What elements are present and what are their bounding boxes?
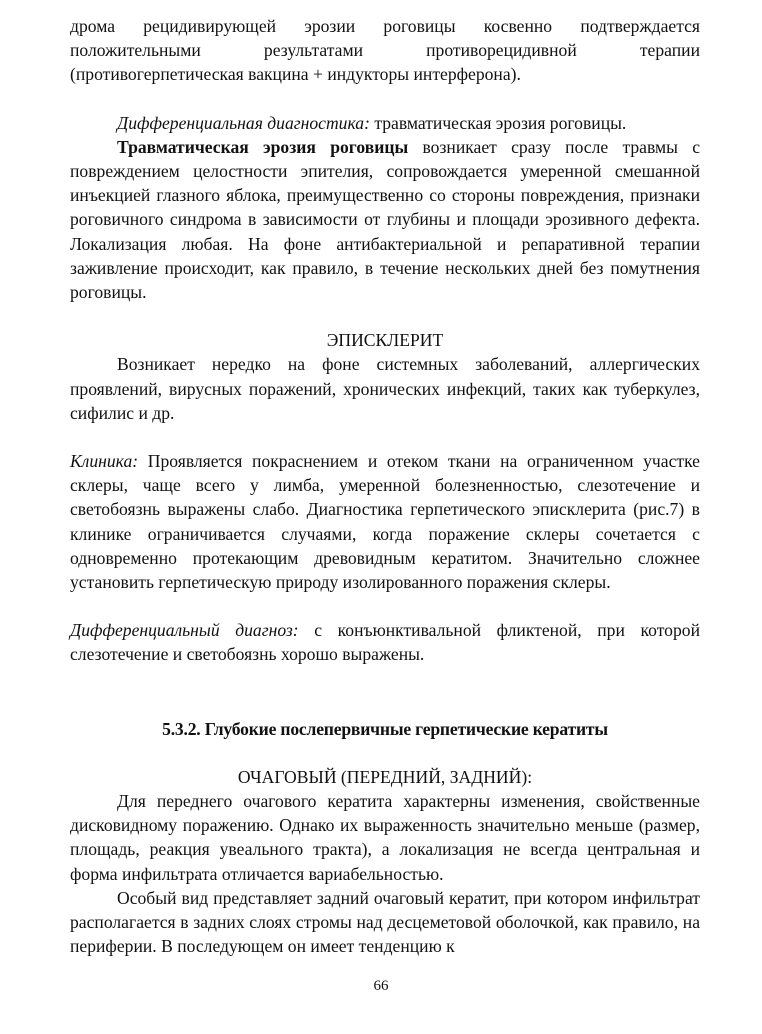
clinic-text: Проявляется покраснением и отеком ткани на ограниченном участке склеры, чаще всего у лимба, умеренной болезненностью, слезотечение и светобоязнь выражены слабо. Диагностика герпетического эписклерита (рис.7) в клинике ограничивается случаями, когда поражение склеры сочетается с одновременно протекающим древовидным кератитом. Значительно сложнее установить герпетическую природу изолированного поражения склеры. xyxy=(70,451,700,593)
paragraph-differential-2 xyxy=(70,618,700,666)
spacer xyxy=(70,594,700,618)
page-content xyxy=(70,14,700,959)
paragraph-traumatic-erosion xyxy=(70,135,700,304)
paragraph-differential-1 xyxy=(70,111,700,135)
paragraph-focal-2: Особый вид представляет задний очаговый кератит, при котором инфильтрат располагается в задних слоях стромы над десцеметовой оболочкой, как правило, на периферии. В последующем он имеет тенденцию к xyxy=(70,887,700,957)
episcleritis-heading: ЭПИСКЛЕРИТ xyxy=(326,330,444,351)
spacer xyxy=(70,667,700,717)
paragraph-focal-1: Для переднего очагового кератита характерны изменения, свойственные дисковидному поражению. Однако их выраженность значительно меньше (размер, площадь, реакция увеального тракта), а локализация не всегда центральная и форма инфильтрата отличается вариабельностью. xyxy=(70,791,700,884)
page-number: 66 xyxy=(373,978,389,994)
paragraph-clinic xyxy=(70,449,700,594)
spacer xyxy=(70,87,700,111)
differential-2-label: Дифференциальный диагноз: xyxy=(70,620,299,641)
spacer xyxy=(70,741,700,765)
traumatic-erosion-text: возникает сразу после травмы с повреждением целостности эпителия, сопровождается умеренной смешанной инъекцией глазного яблока, преимущественно со стороны повреждения, признаки роговичного синдрома в зависимости от глубины и площади эрозивного дефекта. Локализация любая. На фоне антибактериальной и репаративной терапии заживление происходит, как правило, в течение нескольких дней без помутнения роговицы. xyxy=(70,136,701,303)
differential-2-text: с конъюнктивальной фликтеной, при которой слезотечение и светобоязнь хорошо выражены. xyxy=(70,620,700,665)
clinic-label: Клиника: xyxy=(70,451,139,472)
spacer xyxy=(70,304,700,328)
paragraph-intro: дрома рецидивирующей эрозии роговицы косвенно подтверждается положительными результатами противорецидивной терапии (противогерпетическая вакцина + индукторы интерферона). xyxy=(70,16,700,85)
section-title: 5.3.2. Глубокие послепервичные герпетические кератиты xyxy=(162,718,608,739)
spacer xyxy=(70,425,700,449)
traumatic-erosion-term: Травматическая эрозия роговицы xyxy=(117,136,409,157)
differential-1-text: травматическая эрозия роговицы. xyxy=(369,112,627,133)
differential-1-label: Дифференциальная диагностика: xyxy=(117,112,370,133)
paragraph-episcleritis: Возникает нередко на фоне системных заболеваний, аллергических проявлений, вирусных поражений, хронических инфекций, таких как туберкулез, сифилис и др. xyxy=(70,354,700,423)
focal-heading: ОЧАГОВЫЙ (ПЕРЕДНИЙ, ЗАДНИЙ): xyxy=(237,766,533,787)
